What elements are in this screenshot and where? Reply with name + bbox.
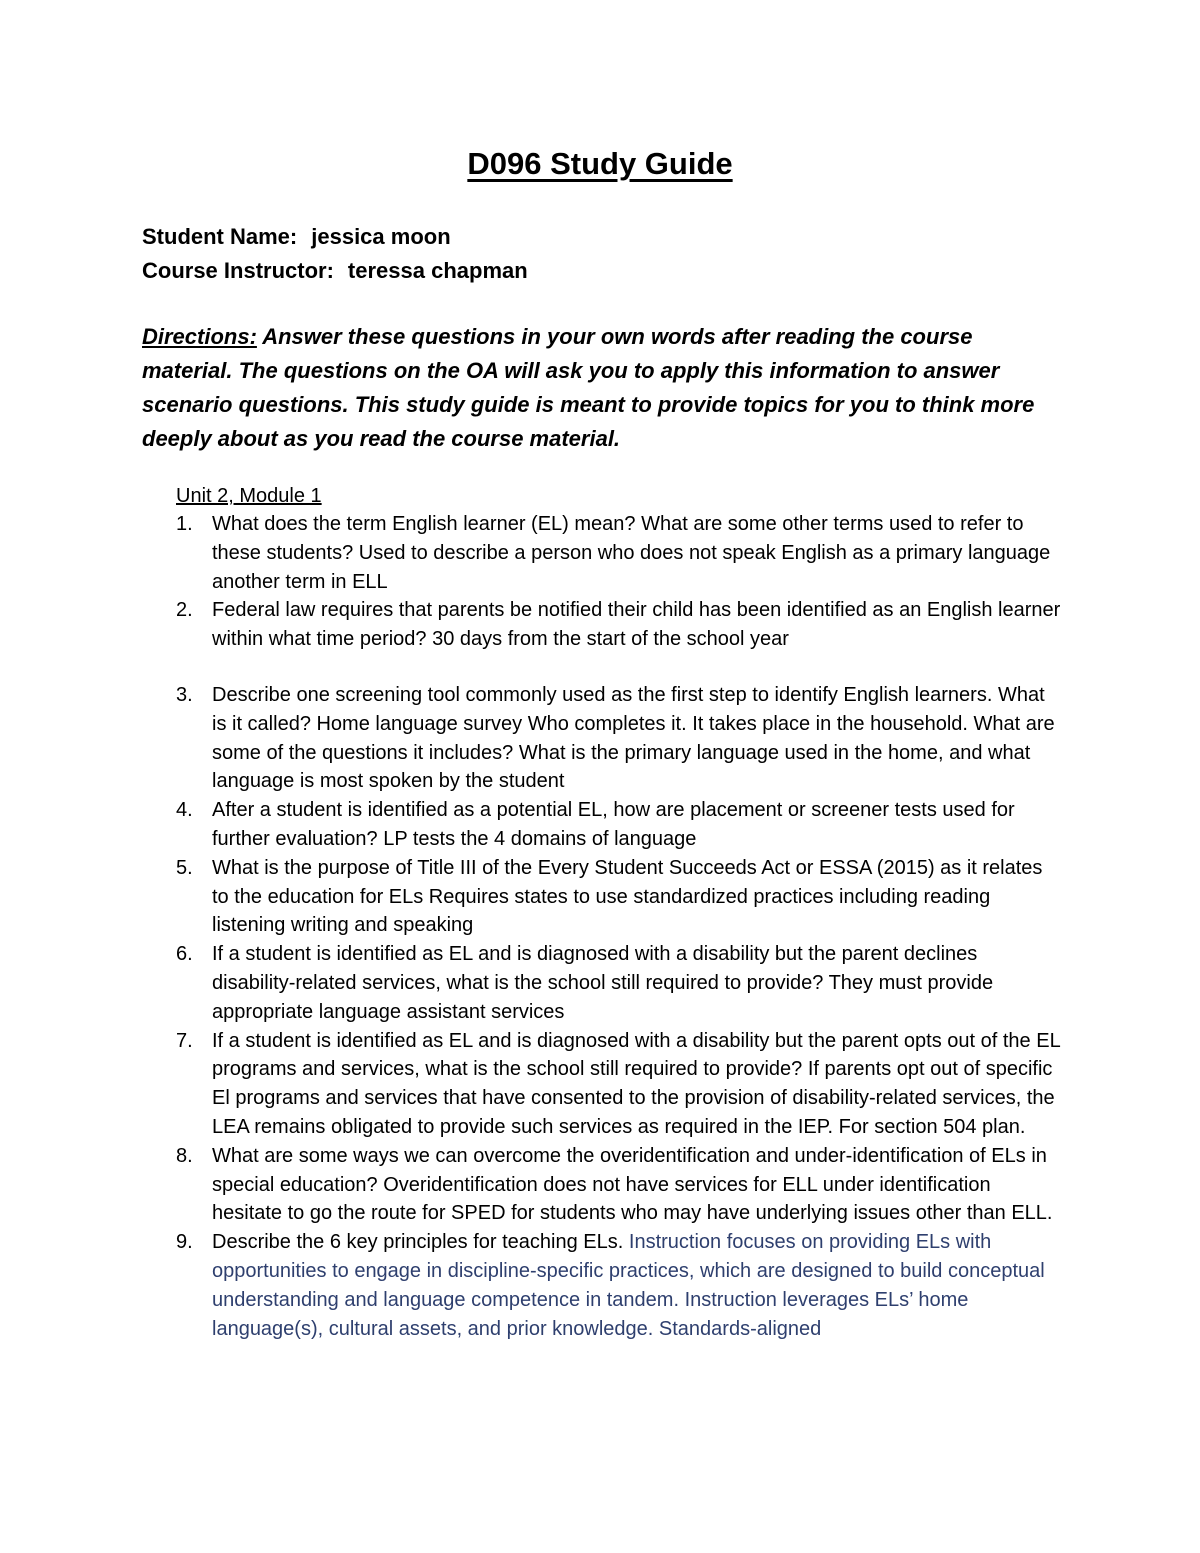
document-title: D096 Study Guide (467, 146, 733, 181)
directions-text: Answer these questions in your own words after reading the course material. The questions on the OA will ask you to apply this information to answer scenario questions. This study guide is meant to provide topics for you to think more deeply about as you read the course material. (142, 324, 1035, 451)
question-number: 7. (176, 1029, 193, 1052)
question-text: Describe one screening tool commonly used as the first step to identify English learners. What is it called? Home language survey Who completes it. It takes place in the household. What are some of the questions it includes? What is the primary language used in the home, and what language is most spoken by the student (212, 684, 1055, 793)
directions-label: Directions: (142, 324, 257, 349)
question-list (142, 510, 1062, 654)
instructor-label: Course Instructor: (142, 258, 334, 283)
student-name-line (142, 220, 451, 254)
question-number: 2. (176, 599, 193, 622)
question-number: 6. (176, 943, 193, 966)
question-item (142, 796, 1062, 854)
question-number: 8. (176, 1144, 193, 1167)
question-item (142, 510, 1062, 596)
question-text: What are some ways we can overcome the overidentification and under-identification of ELs in special education? Overidentification does not have services for ELL under identification hesitate to go the route for SPED for students who may have underlying issues other than ELL. (212, 1144, 1053, 1225)
question-item (142, 1228, 1062, 1343)
directions-paragraph (142, 320, 1062, 456)
question-number: 9. (176, 1231, 193, 1254)
question-number: 4. (176, 799, 193, 822)
question-text: What is the purpose of Title III of the Every Student Succeeds Act or ESSA (2015) as it relates to the education for ELs Requires states to use standardized practices including reading listening writing and speaking (212, 856, 1043, 937)
question-text: If a student is identified as EL and is diagnosed with a disability but the parent opts out of the EL programs and services, what is the school still required to provide? If parents opt out of specific El programs and services that have consented to the provision of disability-related services, the LEA remains obligated to provide such services as required in the IEP. For section 504 plan. (212, 1029, 1060, 1138)
instructor-value: teressa chapman (347, 258, 528, 283)
question-number: 1. (176, 513, 193, 535)
question-text: If a student is identified as EL and is diagnosed with a disability but the parent declines disability-related services, what is the school still required to provide? They must provide appropriate language assistant services (212, 943, 994, 1023)
question-text: Describe the 6 key principles for teaching ELs. (212, 1231, 624, 1254)
question-item (142, 681, 1062, 796)
instructor-line (142, 254, 528, 288)
student-name-value: jessica moon (311, 224, 451, 249)
question-text: What does the term English learner (EL) mean? What are some other terms used to refer to these students? Used to describe a person who does not speak English as a primary language another term in ELL (212, 513, 1051, 593)
question-list (142, 681, 1062, 1343)
question-item (142, 940, 1062, 1026)
unit-heading: Unit 2, Module 1 (176, 485, 322, 507)
question-number: 3. (176, 684, 193, 706)
question-number: 5. (176, 856, 193, 879)
question-text: Federal law requires that parents be notified their child has been identified as an English learner within what time period? 30 days from the start of the school year (212, 599, 1061, 651)
question-item (142, 1027, 1062, 1142)
question-item (142, 596, 1062, 654)
student-name-label: Student Name: (142, 224, 298, 249)
question-item (142, 1142, 1062, 1228)
question-answer: Instruction focuses on providing ELs with opportunities to engage in discipline-specific practices, which are designed to build conceptual understanding and language competence in tandem. Instruction leverages ELs’ home language(s), cultural assets, and prior knowledge. Standards-aligned (212, 1231, 1045, 1340)
question-text: After a student is identified as a potential EL, how are placement or screener tests used for further evaluation? LP tests the 4 domains of language (212, 799, 1015, 850)
question-item (142, 854, 1062, 940)
